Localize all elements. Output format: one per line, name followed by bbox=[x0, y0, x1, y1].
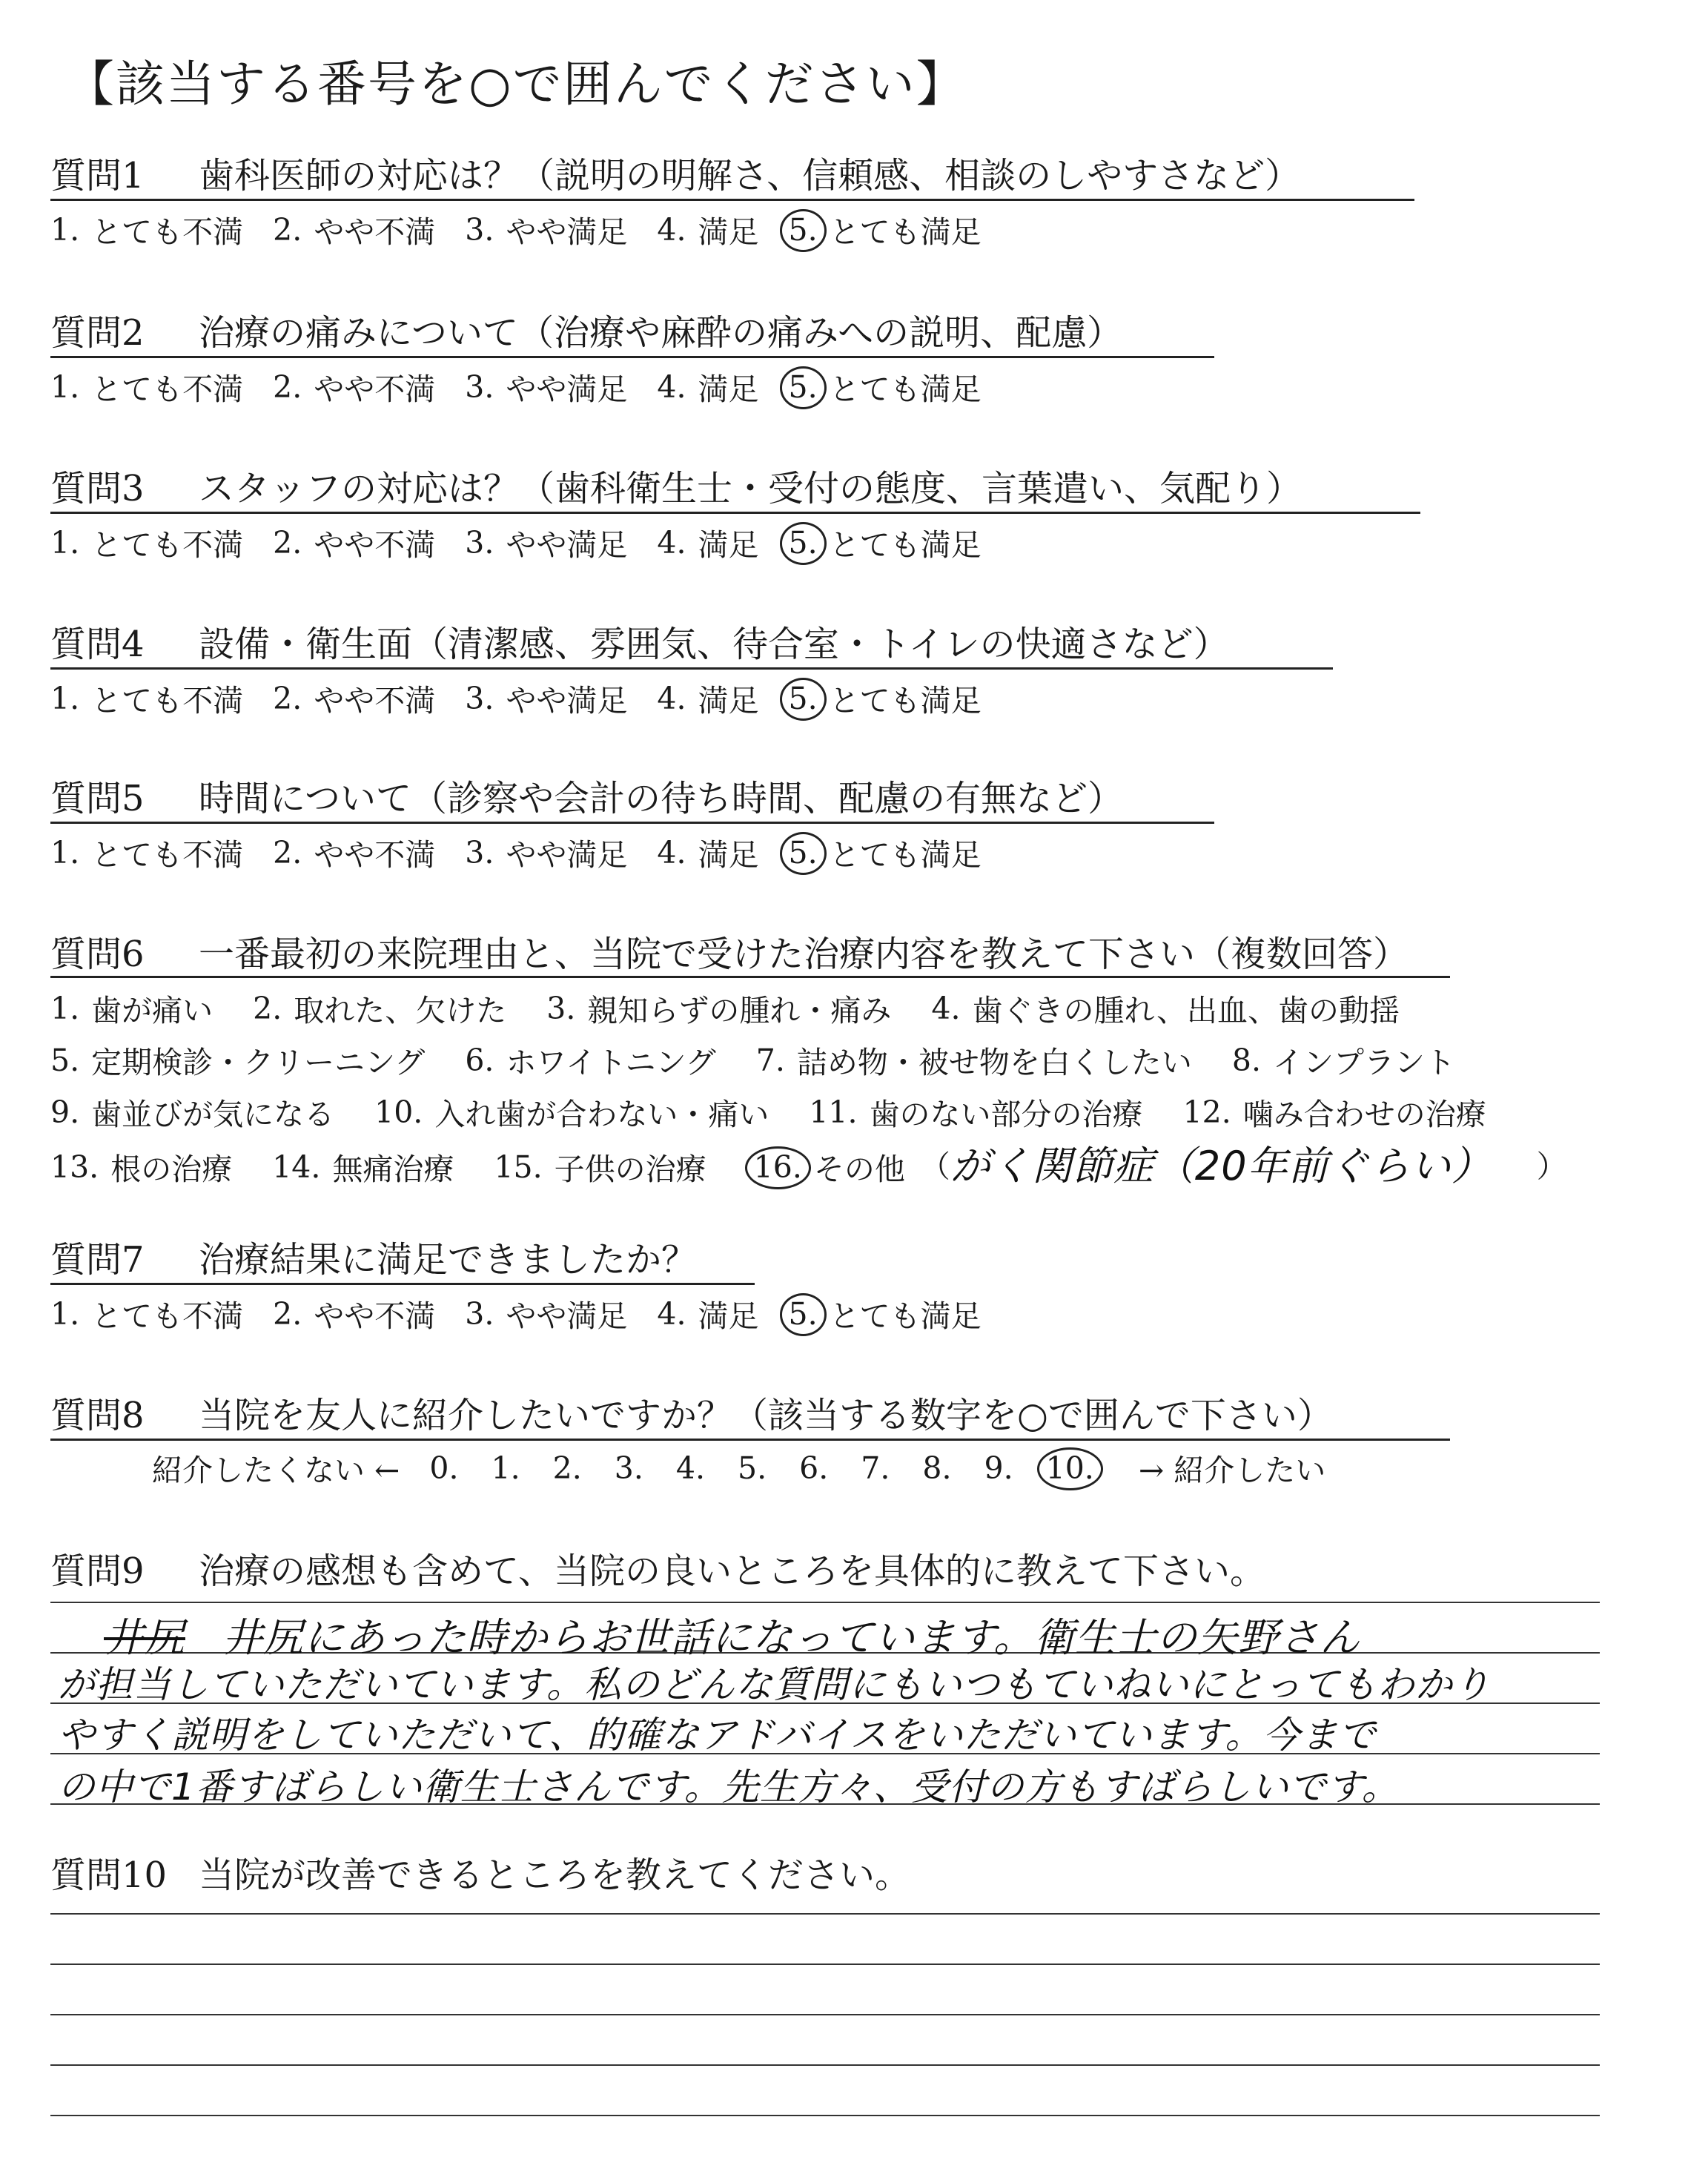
option-label: やや満足 bbox=[506, 1298, 628, 1334]
option-label: 満足 bbox=[698, 371, 759, 407]
q6-option-15[interactable]: 15. 子供の治療 bbox=[494, 1149, 706, 1187]
q10-rule-2[interactable] bbox=[50, 1964, 1600, 1965]
option-number: 2. bbox=[273, 211, 302, 248]
q8-scale-3[interactable] bbox=[615, 1446, 643, 1490]
option-number: 3. bbox=[465, 524, 494, 561]
q6-option-1[interactable]: 1. 歯が痛い bbox=[50, 990, 214, 1028]
scale-value: 8. bbox=[922, 1450, 952, 1486]
q6-option-12[interactable]: 12. 噛み合わせの治療 bbox=[1182, 1094, 1486, 1132]
q3-option-4[interactable] bbox=[657, 521, 758, 564]
q2-option-4[interactable] bbox=[657, 365, 758, 409]
scale-value: 4. bbox=[675, 1450, 706, 1486]
q7-option-5[interactable] bbox=[789, 1292, 982, 1335]
question-9-label: 質問9 bbox=[50, 1550, 145, 1592]
q6-option-5[interactable]: 5. 定期検診・クリーニング bbox=[50, 1042, 426, 1080]
q6-option-6[interactable]: 6. ホワイトニング bbox=[465, 1042, 716, 1080]
option-label: 満足 bbox=[698, 683, 759, 719]
option-label: とても満足 bbox=[829, 1298, 982, 1334]
q8-left-label: 紹介したくない ← bbox=[152, 1453, 400, 1488]
option-label: とても不満 bbox=[91, 1298, 244, 1334]
q6-other-open-paren: （ bbox=[919, 1149, 950, 1184]
question-2-options bbox=[50, 365, 1011, 409]
q6-other-close-paren: ） bbox=[1536, 1149, 1567, 1184]
q8-scale-2[interactable] bbox=[553, 1446, 582, 1490]
question-4-options bbox=[50, 676, 1011, 720]
question-6-heading bbox=[50, 925, 1409, 977]
option-label: やや不満 bbox=[314, 214, 436, 250]
question-1-underline bbox=[50, 199, 1414, 201]
question-7-label: 質問7 bbox=[50, 1239, 145, 1281]
option-label: やや満足 bbox=[506, 214, 628, 250]
option-label: 満足 bbox=[698, 527, 759, 563]
q8-scale-5[interactable] bbox=[738, 1446, 767, 1490]
q6-option-9[interactable]: 9. 歯並びが気になる bbox=[50, 1094, 335, 1132]
q8-scale-7[interactable] bbox=[861, 1446, 890, 1490]
scale-value: 7. bbox=[861, 1450, 890, 1486]
question-7-text: 治療結果に満足できましたか？ bbox=[199, 1239, 698, 1281]
scale-value: 5. bbox=[738, 1450, 767, 1486]
q5-option-3[interactable] bbox=[465, 830, 627, 874]
option-label: 満足 bbox=[698, 214, 759, 250]
option-label: やや不満 bbox=[314, 683, 436, 719]
question-3-text: スタッフの対応は？（歯科衛生士・受付の態度、言葉遣い、気配り） bbox=[199, 468, 1302, 509]
question-10-label: 質問10 bbox=[50, 1855, 168, 1896]
option-number: 1. bbox=[50, 211, 80, 248]
question-1-label: 質問1 bbox=[50, 155, 145, 196]
option-number: 2. bbox=[273, 369, 302, 405]
question-6-text: 一番最初の来院理由と、当院で受けた治療内容を教えて下さい（複数回答） bbox=[199, 934, 1409, 975]
option-number: 5. bbox=[788, 369, 818, 405]
question-1-heading bbox=[50, 147, 1300, 198]
q7-option-3[interactable] bbox=[465, 1292, 627, 1335]
option-number: 4. bbox=[657, 369, 686, 405]
q6-option-4[interactable]: 4. 歯ぐきの腫れ、出血、歯の動揺 bbox=[931, 990, 1400, 1028]
option-label: とても満足 bbox=[829, 371, 982, 407]
option-number: 3. bbox=[465, 834, 494, 871]
question-3-heading bbox=[50, 460, 1302, 511]
q9-line-1-text: 井尻にあった時からお世話になっています。衛生士の矢野さん bbox=[222, 1614, 1361, 1661]
q6-option-11[interactable]: 11. 歯のない部分の治療 bbox=[809, 1094, 1143, 1132]
option-label: とても満足 bbox=[829, 683, 982, 719]
q1-option-2[interactable] bbox=[273, 208, 435, 251]
option-number: 4. bbox=[657, 211, 686, 248]
question-5-label: 質問5 bbox=[50, 778, 145, 819]
question-8-scale bbox=[152, 1446, 1325, 1490]
option-label: やや満足 bbox=[506, 837, 628, 873]
option-number: 5. bbox=[788, 834, 818, 871]
q8-scale-values bbox=[429, 1446, 1126, 1490]
question-2-heading bbox=[50, 304, 1122, 355]
option-label: とても不満 bbox=[91, 214, 244, 250]
option-label: とても不満 bbox=[91, 527, 244, 563]
option-number: 3. bbox=[465, 1295, 494, 1332]
scale-value: 10. bbox=[1045, 1450, 1094, 1486]
scale-value: 9. bbox=[984, 1450, 1013, 1486]
q9-answer-line-4[interactable]: の中で1番すばらしい衛生士さんです。先生方々、受付の方もすばらしいです。 bbox=[58, 1766, 1400, 1809]
question-2-label: 質問2 bbox=[50, 312, 145, 354]
question-4-underline bbox=[50, 667, 1333, 670]
option-number: 3. bbox=[465, 680, 494, 716]
q10-rule-5[interactable] bbox=[50, 2115, 1600, 2116]
q5-option-1[interactable] bbox=[50, 830, 243, 874]
q8-right-label: → 紹介したい bbox=[1138, 1453, 1326, 1488]
q6-other-answer[interactable]: がく関節症（20年前ぐらい） bbox=[950, 1143, 1492, 1189]
q6-option-16[interactable]: 16. その他 bbox=[753, 1149, 905, 1187]
q9-struck-word: 井尻 bbox=[104, 1614, 185, 1661]
q5-option-4[interactable] bbox=[657, 830, 758, 874]
q1-option-4[interactable] bbox=[657, 208, 758, 251]
question-10-heading bbox=[50, 1846, 910, 1898]
question-7-options bbox=[50, 1292, 1011, 1335]
question-9-heading bbox=[50, 1542, 1265, 1593]
q6-option-7[interactable]: 7. 詰め物・被せ物を白くしたい bbox=[755, 1042, 1192, 1080]
q9-answer-line-3[interactable]: やすく説明をしていただいて、的確なアドバイスをいただいています。今まで bbox=[58, 1714, 1377, 1757]
q6-option-13[interactable]: 13. 根の治療 bbox=[50, 1149, 233, 1187]
question-8-label: 質問8 bbox=[50, 1395, 145, 1436]
q4-option-4[interactable] bbox=[657, 676, 758, 720]
scale-value: 3. bbox=[614, 1450, 643, 1486]
q3-option-2[interactable] bbox=[273, 521, 435, 564]
question-2-text: 治療の痛みについて（治療や麻酔の痛みへの説明、配慮） bbox=[199, 312, 1123, 354]
option-label: とても不満 bbox=[91, 837, 244, 873]
question-7-heading bbox=[50, 1231, 697, 1282]
q4-option-5[interactable] bbox=[789, 676, 982, 720]
option-number: 5. bbox=[788, 524, 818, 561]
option-label: やや不満 bbox=[314, 527, 436, 563]
option-number: 1. bbox=[50, 680, 80, 716]
q6-option-14[interactable]: 14. 無痛治療 bbox=[272, 1149, 454, 1187]
q2-option-5[interactable] bbox=[789, 365, 982, 409]
question-6-row-3 bbox=[50, 1090, 1501, 1134]
q8-scale-10[interactable] bbox=[1046, 1446, 1094, 1490]
q8-scale-0[interactable] bbox=[429, 1446, 458, 1490]
question-8-underline bbox=[50, 1439, 1450, 1441]
question-9-text: 治療の感想も含めて、当院の良いところを具体的に教えて下さい。 bbox=[199, 1550, 1266, 1592]
option-label: やや満足 bbox=[506, 371, 628, 407]
q10-rule-4[interactable] bbox=[50, 2064, 1600, 2066]
q1-option-3[interactable] bbox=[465, 208, 627, 251]
q3-option-5[interactable] bbox=[789, 521, 982, 564]
q7-option-2[interactable] bbox=[273, 1292, 435, 1335]
option-label: やや不満 bbox=[314, 1298, 436, 1334]
question-6-label: 質問6 bbox=[50, 934, 145, 975]
option-label: とても満足 bbox=[829, 214, 982, 250]
q5-option-5[interactable] bbox=[789, 830, 982, 874]
question-2-underline bbox=[50, 356, 1214, 358]
option-label: やや不満 bbox=[314, 837, 436, 873]
q8-scale-6[interactable] bbox=[799, 1446, 828, 1490]
question-5-text: 時間について（診察や会計の待ち時間、配慮の有無など） bbox=[199, 778, 1124, 819]
option-number: 4. bbox=[657, 834, 686, 871]
question-5-options bbox=[50, 830, 1011, 874]
question-3-label: 質問3 bbox=[50, 468, 145, 509]
option-number: 2. bbox=[273, 1295, 302, 1332]
option-label: とても不満 bbox=[91, 371, 244, 407]
option-label: やや不満 bbox=[314, 371, 436, 407]
option-number: 5. bbox=[788, 1295, 818, 1332]
option-number: 1. bbox=[50, 524, 80, 561]
q10-rule-3[interactable] bbox=[50, 2014, 1600, 2015]
q8-scale-9[interactable] bbox=[984, 1446, 1013, 1490]
page-title: 【該当する番号を○で囲んでください】 bbox=[65, 56, 967, 113]
option-label: とても満足 bbox=[829, 837, 982, 873]
q5-option-2[interactable] bbox=[273, 830, 435, 874]
option-label: とても満足 bbox=[829, 527, 982, 563]
question-4-text: 設備・衛生面（清潔感、雰囲気、待合室・トイレの快適さなど） bbox=[199, 624, 1229, 665]
q1-option-1[interactable] bbox=[50, 208, 243, 251]
option-number: 1. bbox=[50, 834, 80, 871]
option-number: 4. bbox=[657, 1295, 686, 1332]
question-1-options bbox=[50, 208, 1011, 251]
option-label: 満足 bbox=[698, 1298, 759, 1334]
q4-option-1[interactable] bbox=[50, 676, 243, 720]
q2-option-2[interactable] bbox=[273, 365, 435, 409]
question-6-underline bbox=[50, 976, 1450, 978]
scale-value: 6. bbox=[799, 1450, 829, 1486]
option-number: 4. bbox=[657, 680, 686, 716]
option-number: 4. bbox=[657, 524, 686, 561]
question-3-options bbox=[50, 521, 1011, 564]
option-number: 2. bbox=[273, 680, 302, 716]
option-number: 5. bbox=[788, 680, 818, 716]
scale-value: 2. bbox=[552, 1450, 582, 1486]
q8-scale-8[interactable] bbox=[922, 1446, 951, 1490]
q2-option-3[interactable] bbox=[465, 365, 627, 409]
question-8-heading bbox=[50, 1387, 1333, 1438]
option-number: 1. bbox=[50, 1295, 80, 1332]
q9-rule-1 bbox=[50, 1602, 1600, 1603]
question-5-underline bbox=[50, 822, 1214, 824]
q6-option-10[interactable]: 10. 入れ歯が合わない・痛い bbox=[374, 1094, 769, 1132]
option-label: やや満足 bbox=[506, 527, 628, 563]
q8-scale-4[interactable] bbox=[676, 1446, 705, 1490]
q9-answer-line-2[interactable]: が担当していただいています。私のどんな質問にもいつもていねいにとってもわかり bbox=[58, 1663, 1491, 1706]
question-5-heading bbox=[50, 770, 1123, 821]
option-number: 2. bbox=[273, 834, 302, 871]
q6-option-2[interactable]: 2. 取れた、欠けた bbox=[253, 990, 507, 1028]
option-number: 3. bbox=[465, 211, 494, 248]
question-4-heading bbox=[50, 615, 1229, 667]
question-6-row-2 bbox=[50, 1038, 1470, 1082]
q3-option-3[interactable] bbox=[465, 521, 627, 564]
q2-option-1[interactable] bbox=[50, 365, 243, 409]
scale-value: 0. bbox=[429, 1450, 459, 1486]
q7-option-1[interactable] bbox=[50, 1292, 243, 1335]
question-1-text: 歯科医師の対応は？（説明の明解さ、信頼感、相談のしやすさなど） bbox=[199, 155, 1301, 196]
q8-scale-1[interactable] bbox=[491, 1446, 520, 1490]
option-number: 3. bbox=[465, 369, 494, 405]
q1-option-5[interactable] bbox=[789, 208, 982, 251]
option-number: 1. bbox=[50, 369, 80, 405]
option-number: 2. bbox=[273, 524, 302, 561]
q6-option-8[interactable]: 8. インプラント bbox=[1231, 1042, 1455, 1080]
scale-value: 1. bbox=[491, 1450, 520, 1486]
option-number: 5. bbox=[788, 211, 818, 248]
question-8-text: 当院を友人に紹介したいですか？（該当する数字を○で囲んで下さい） bbox=[199, 1395, 1333, 1436]
q7-option-4[interactable] bbox=[657, 1292, 758, 1335]
q6-option-3[interactable]: 3. 親知らずの腫れ・痛み bbox=[546, 990, 892, 1028]
question-3-underline bbox=[50, 512, 1420, 514]
option-label: 満足 bbox=[698, 837, 759, 873]
option-label: やや満足 bbox=[506, 683, 628, 719]
question-6-row-4 bbox=[50, 1142, 1567, 1192]
q4-option-3[interactable] bbox=[465, 676, 627, 720]
option-label: とても不満 bbox=[91, 683, 244, 719]
q3-option-1[interactable] bbox=[50, 521, 243, 564]
q4-option-2[interactable] bbox=[273, 676, 435, 720]
question-10-text: 当院が改善できるところを教えてください。 bbox=[199, 1855, 911, 1896]
question-4-label: 質問4 bbox=[50, 624, 145, 665]
question-7-underline bbox=[50, 1283, 755, 1285]
q10-rule-1[interactable] bbox=[50, 1913, 1600, 1915]
question-6-row-1 bbox=[50, 986, 1414, 1030]
